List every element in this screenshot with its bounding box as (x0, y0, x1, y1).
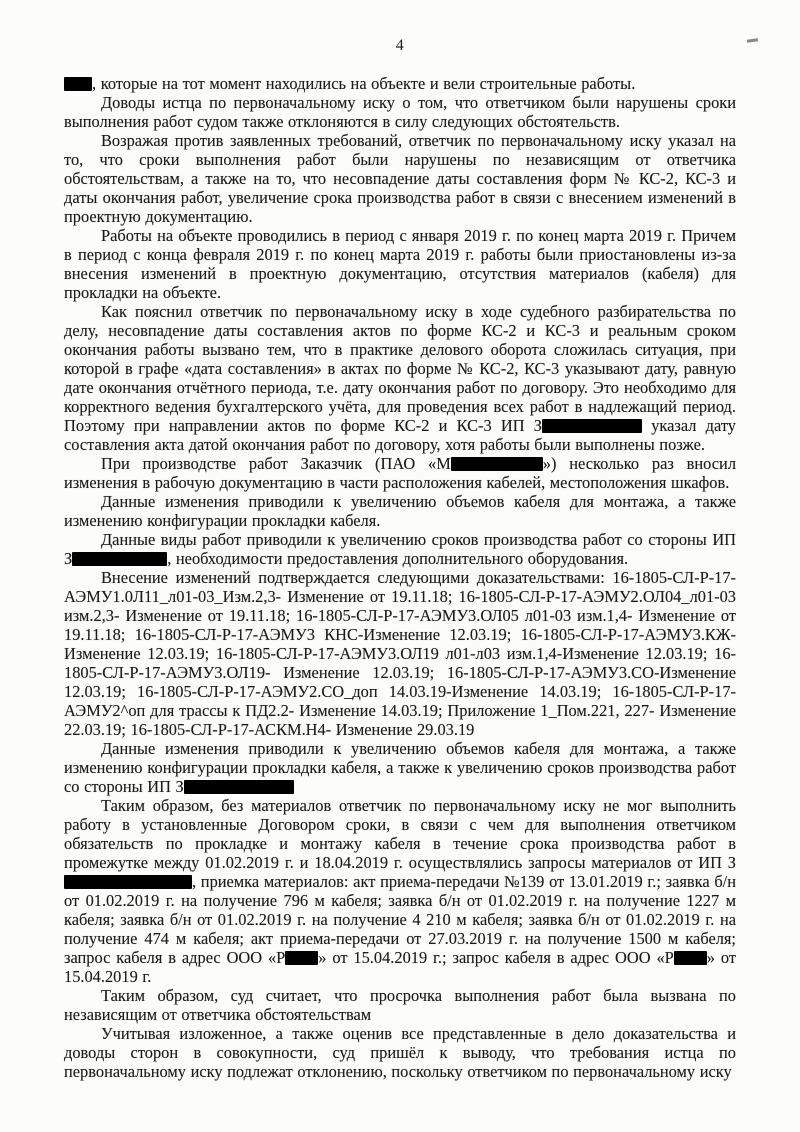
paragraph (64, 796, 736, 986)
text-segment: Данные изменения приводили к увеличению объемов кабеля для монтажа, а также изменению конфигурации прокладки кабеля. (64, 492, 736, 530)
paragraph (64, 530, 736, 568)
paragraph (64, 302, 736, 454)
paragraph (64, 93, 736, 131)
text-segment: » от 15.04.2019 г.; запрос кабеля в адрес ООО «Р (318, 948, 674, 967)
text-segment: При производстве работ Заказчик (ПАО «М (101, 454, 451, 473)
text-segment: Как пояснил ответчик по первоначальному иску в ходе судебного разбирательства по делу, несовпадение даты составления актов по форме КС-2 и КС-3 и реальным сроком окончания работы вызвано тем, что в практике делового оборота сложилась ситуация, при которой в графе «дата составления» в актах по форме № КС-2, КС-3 указывают дату, равную дате окончания отчётного периода, т.е. дату окончания работ по договору. Это необходимо для корректного ведения бухгалтерского учёта, для проведения всех работ в надлежащий период. Поэтому при направлении актов по форме КС-2 и КС-3 ИП З (64, 302, 736, 435)
text-segment: Таким образом, без материалов ответчик по первоначальному иску не мог выполнить работу в установленные Договором сроки, в связи с чем для выполнения ответчиком обязательств по прокладке и монтажу кабеля в течение срока производства работ в промежутке между 01.02.2019 г. и 18.04.2019 г. осуществлялись запросы материалов от ИП З (64, 796, 736, 872)
text-segment: Учитывая изложенное, а также оценив все представленные в дело доказательства и доводы сторон в совокупности, суд пришёл к выводу, что требования истца по первоначальному иску подлежат отклонению, поскольку ответчиком по первоначальному иску (64, 1024, 736, 1081)
text-segment: Работы на объекте проводились в период с января 2019 г. по конец марта 2019 г. Причем в период с конца февраля 2019 г. по конец марта 2019 г. работы были приостановлены из-за внесения изменений в проектную документацию, отсутствия материалов (кабеля) для прокладки на объекте. (64, 226, 736, 302)
redaction-bar (64, 875, 192, 889)
text-segment: Данные виды работ приводили к увеличению сроков производства работ со стороны ИП З (64, 530, 736, 568)
text-segment: » от 15.04.2019 г. (64, 948, 736, 986)
text-segment: указал дату составления акта датой окончания работ по договору, хотя работы были выполнены позже. (64, 416, 736, 454)
page-number: 4 (395, 37, 405, 54)
redaction-bar (72, 552, 167, 566)
text-segment: , необходимости предоставления дополнительного оборудования. (167, 549, 629, 568)
document-body (64, 74, 736, 1081)
redaction-bar (64, 77, 92, 91)
redaction-bar (542, 419, 642, 433)
text-segment: ») несколько раз вносил изменения в рабочую документацию в части расположения кабелей, местоположения шкафов. (64, 454, 736, 492)
paragraph (64, 226, 736, 302)
text-segment: Данные изменения приводили к увеличению объемов кабеля для монтажа, а также изменению конфигурации прокладки кабеля, а также к увеличению сроков производства работ со стороны ИП З (64, 739, 736, 796)
text-segment: Доводы истца по первоначальному иску о том, что ответчиком были нарушены сроки выполнения работ судом также отклоняются в силу следующих обстоятельств. (64, 93, 736, 131)
text-segment: , приемка материалов: акт приема-передачи №139 от 13.01.2019 г.; заявка б/н от 01.02.2019 г. на получение 796 м кабеля; заявка б/н от 01.02.2019 г. на получение 1227 м кабеля; заявка б/н от 01.02.2019 г. на получение 4 210 м кабеля; заявка б/н от 01.02.2019 г. на получение 474 м кабеля; акт приема-передачи от 27.03.2019 г. на получение 1500 м кабеля; запрос кабеля в адрес ООО «Р (64, 872, 736, 967)
paragraph (64, 492, 736, 530)
paragraph (64, 454, 736, 492)
redaction-bar (674, 951, 707, 965)
paragraph (64, 568, 736, 739)
paragraph (64, 986, 736, 1024)
text-segment: Возражая против заявленных требований, ответчик по первоначальному иску указал на то, что сроки выполнения работ были нарушены по независящим от ответчика обстоятельствам, а также на то, что несовпадение даты составления форм № КС-2, КС-3 и даты окончания работ, увеличение срока производства работ в связи с внесением изменений в проектную документацию. (64, 131, 736, 226)
paragraph (64, 739, 736, 796)
paragraph (64, 1024, 736, 1081)
redaction-bar (184, 780, 294, 794)
paragraph (64, 74, 736, 93)
text-segment: Таким образом, суд считает, что просрочка выполнения работ была вызвана по независящим от ответчика обстоятельствам (64, 986, 736, 1024)
redaction-bar (451, 457, 543, 471)
text-segment: , которые на тот момент находились на объекте и вели строительные работы. (92, 74, 636, 93)
redaction-bar (285, 951, 318, 965)
text-segment: Внесение изменений подтверждается следующими доказательствами: 16-1805-СЛ-Р-17-АЭМУ1.0Л11_л01-03_Изм.2,3- Изменение от 19.11.18; 16-1805-СЛ-Р-17-АЭМУ2.ОЛ04_л01-03 изм.2,3- Изменение от 19.11.18; 16-1805-СЛ-Р-17-АЭМУ3.ОЛ05 л01-03 изм.1,4- Изменение от 19.11.18; 16-1805-СЛ-Р-17-АЭМУ3 КНС-Изменение 12.03.19; 16-1805-СЛ-Р-17-АЭМУ3.КЖ-Изменение 12.03.19; 16-1805-СЛ-Р-17-АЭМУ3.ОЛ19 л01-л03 изм.1,4-Изменение 12.03.19; 16-1805-СЛ-Р-17-АЭМУ3.ОЛ19- Изменение 12.03.19; 16-1805-СЛ-Р-17-АЭМУ3.СО-Изменение 12.03.19; 16-1805-СЛ-Р-17-АЭМУ2.СО_доп 14.03.19-Изменение 14.03.19; 16-1805-СЛ-Р-17-АЭМУ2^оп для трассы к ПД2.2- Изменение 14.03.19; Приложение 1_Пом.221, 227- Изменение 22.03.19; 16-1805-СЛ-Р-17-АСКМ.Н4- Изменение 29.03.19 (64, 568, 736, 739)
paragraph (64, 131, 736, 226)
